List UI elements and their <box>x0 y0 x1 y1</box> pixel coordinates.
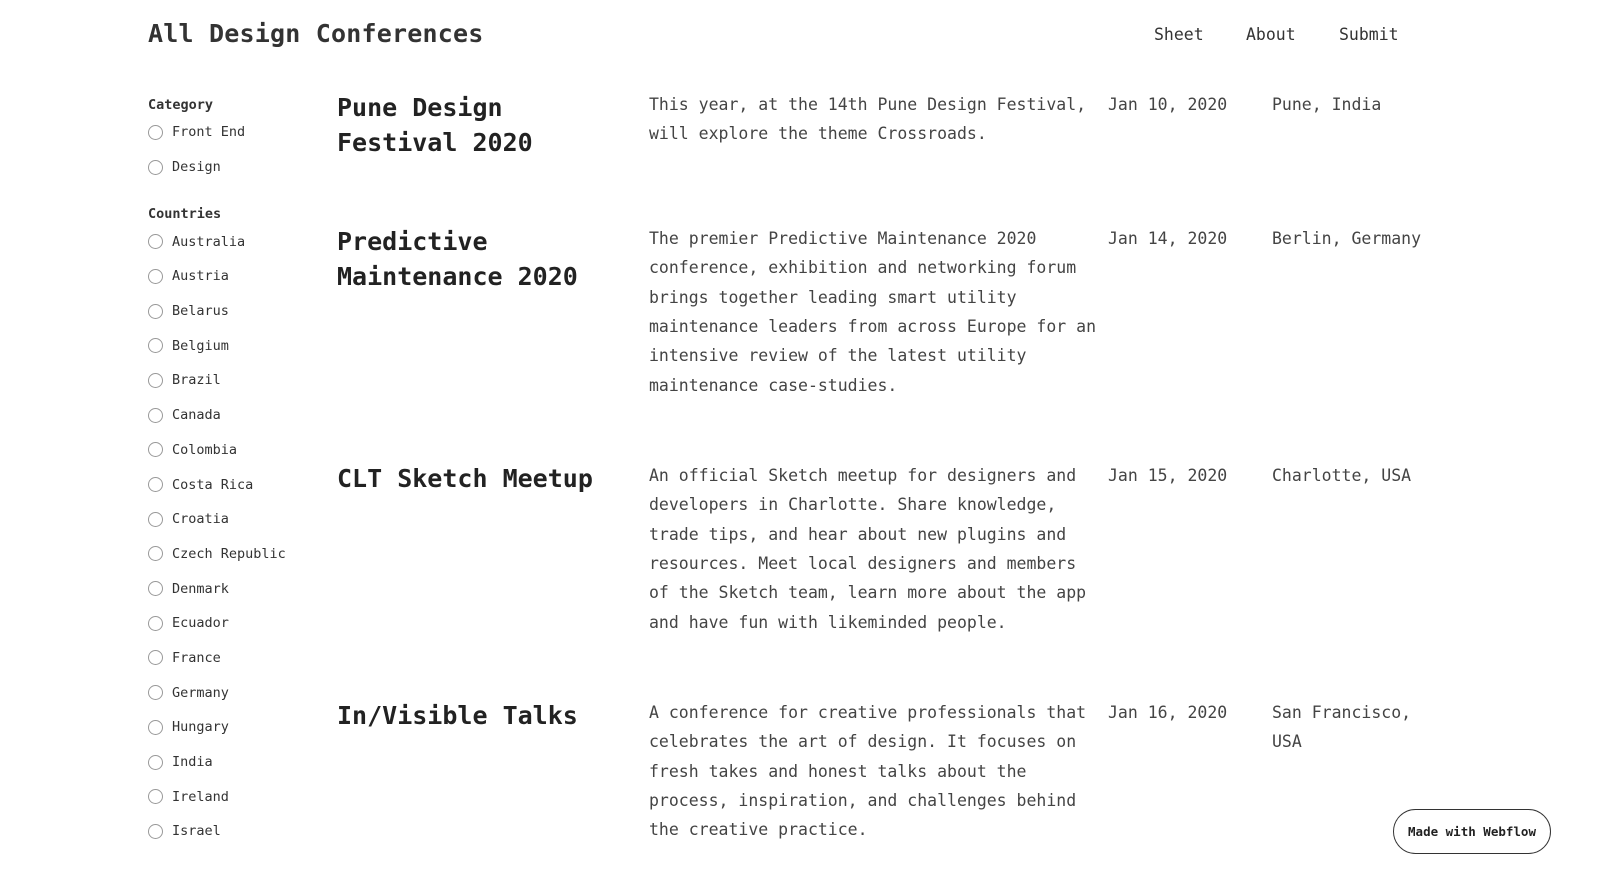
radio-icon[interactable] <box>148 373 163 388</box>
filter-option-label: India <box>172 754 213 771</box>
category-filter-list <box>148 115 318 184</box>
nav-link-about[interactable]: About <box>1246 25 1296 44</box>
filter-option-france[interactable] <box>148 641 318 676</box>
radio-icon[interactable] <box>148 789 163 804</box>
conference-location: Berlin, Germany <box>1272 229 1422 248</box>
filter-option-denmark[interactable] <box>148 571 318 606</box>
conference-date: Jan 16, 2020 <box>1108 703 1228 722</box>
filter-option-croatia[interactable] <box>148 502 318 537</box>
filter-option-label: Austria <box>172 268 229 285</box>
radio-icon[interactable] <box>148 720 163 735</box>
filter-option-belarus[interactable] <box>148 294 318 329</box>
conference-title[interactable]: In/Visible Talks <box>337 701 578 730</box>
radio-icon[interactable] <box>148 512 163 527</box>
conference-date: Jan 10, 2020 <box>1108 95 1228 114</box>
filter-option-label: Costa Rica <box>172 476 254 493</box>
filter-option-label: Colombia <box>172 441 238 458</box>
category-filter-title: Category <box>148 97 214 113</box>
filter-option-front-end[interactable] <box>148 115 318 150</box>
nav-link-sheet[interactable]: Sheet <box>1154 25 1204 44</box>
filter-option-label: Design <box>172 159 221 176</box>
filter-option-label: Czech Republic <box>172 545 286 562</box>
filter-option-label: France <box>172 649 221 666</box>
filter-option-label: Hungary <box>172 719 229 736</box>
radio-icon[interactable] <box>148 650 163 665</box>
radio-icon[interactable] <box>148 408 163 423</box>
filter-option-label: Australia <box>172 233 246 250</box>
radio-icon[interactable] <box>148 304 163 319</box>
filter-option-canada[interactable] <box>148 398 318 433</box>
conference-date: Jan 15, 2020 <box>1108 466 1228 485</box>
radio-icon[interactable] <box>148 581 163 596</box>
conference-location: Charlotte, USA <box>1272 466 1412 485</box>
radio-icon[interactable] <box>148 824 163 839</box>
radio-icon[interactable] <box>148 125 163 140</box>
site-title[interactable]: All Design Conferences <box>148 19 484 48</box>
filter-option-austria[interactable] <box>148 259 318 294</box>
filter-option-brazil[interactable] <box>148 363 318 398</box>
radio-icon[interactable] <box>148 477 163 492</box>
conference-description: A conference for creative professionals that celebrates the art of design. It focuses on fresh takes and honest talks about the process, inspiration, and challenges behind the creative practice. <box>649 703 1087 840</box>
radio-icon[interactable] <box>148 160 163 175</box>
filter-option-label: Denmark <box>172 580 229 597</box>
filter-option-label: Ireland <box>172 788 229 805</box>
site-header <box>0 0 1600 75</box>
conference-date: Jan 14, 2020 <box>1108 229 1228 248</box>
conference-location: Pune, India <box>1272 95 1382 114</box>
radio-icon[interactable] <box>148 234 163 249</box>
radio-icon[interactable] <box>148 755 163 770</box>
filter-option-costa-rica[interactable] <box>148 467 318 502</box>
conference-location: San Francisco, USA <box>1272 703 1412 752</box>
filter-option-ecuador[interactable] <box>148 606 318 641</box>
filter-option-label: Front End <box>172 124 246 141</box>
filter-option-israel[interactable] <box>148 814 318 849</box>
conference-description: This year, at the 14th Pune Design Festival, will explore the theme Crossroads. <box>649 95 1087 144</box>
filter-sidebar <box>148 95 318 849</box>
conference-title[interactable]: CLT Sketch Meetup <box>337 464 593 493</box>
filter-option-australia[interactable] <box>148 224 318 259</box>
filter-option-colombia[interactable] <box>148 433 318 468</box>
filter-option-label: Belarus <box>172 303 229 320</box>
filter-option-design[interactable] <box>148 150 318 185</box>
radio-icon[interactable] <box>148 442 163 457</box>
filter-option-label: Croatia <box>172 511 229 528</box>
filter-option-label: Belgium <box>172 337 229 354</box>
filter-option-label: Germany <box>172 684 229 701</box>
conference-title[interactable]: Predictive Maintenance 2020 <box>337 227 578 291</box>
made-with-webflow-badge[interactable]: Made with Webflow <box>1393 809 1551 854</box>
conference-description: The premier Predictive Maintenance 2020 conference, exhibition and networking forum brings together leading smart utility maintenance leaders from across Europe for an intensive review of the latest utility maintenance case-studies. <box>649 229 1097 395</box>
radio-icon[interactable] <box>148 616 163 631</box>
spacer <box>148 184 318 204</box>
nav-link-submit[interactable]: Submit <box>1339 25 1399 44</box>
filter-option-ireland[interactable] <box>148 779 318 814</box>
radio-icon[interactable] <box>148 546 163 561</box>
filter-option-czech-republic[interactable] <box>148 537 318 572</box>
filter-option-label: Ecuador <box>172 615 229 632</box>
filter-option-india[interactable] <box>148 745 318 780</box>
conference-title[interactable]: Pune Design Festival 2020 <box>337 93 533 157</box>
filter-option-belgium[interactable] <box>148 328 318 363</box>
filter-option-hungary[interactable] <box>148 710 318 745</box>
filter-option-label: Canada <box>172 407 221 424</box>
countries-filter-title: Countries <box>148 206 222 223</box>
conference-description: An official Sketch meetup for designers and developers in Charlotte. Share knowledge, trade tips, and hear about new plugins and resources. Meet local designers and members of the Sketch team, learn more about the app and have fun with likeminded people. <box>649 466 1087 632</box>
filter-option-label: Israel <box>172 823 221 840</box>
radio-icon[interactable] <box>148 685 163 700</box>
filter-option-germany[interactable] <box>148 675 318 710</box>
radio-icon[interactable] <box>148 338 163 353</box>
filter-option-label: Brazil <box>172 372 221 389</box>
radio-icon[interactable] <box>148 269 163 284</box>
countries-filter-list <box>148 224 318 848</box>
